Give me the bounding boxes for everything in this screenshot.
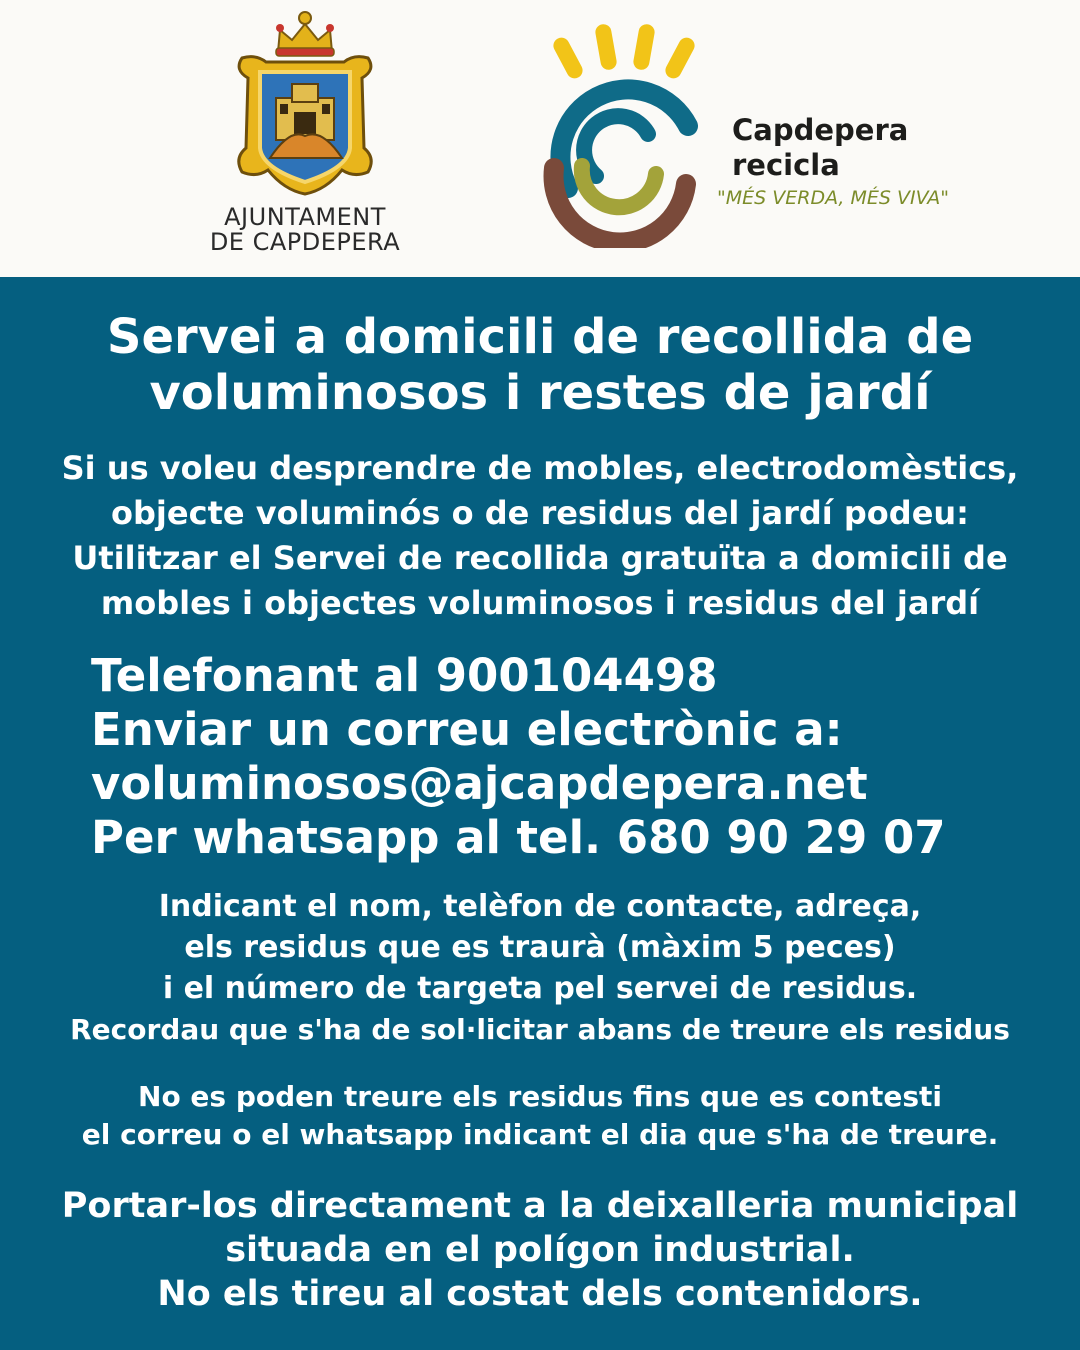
instructions-line: i el número de targeta pel servei de residus. <box>162 971 918 1006</box>
ajuntament-line1: AJUNTAMENT <box>224 203 386 231</box>
contact-email-label: Enviar un correu electrònic a: <box>91 703 843 756</box>
contact-phone: Telefonant al 900104498 <box>91 649 718 702</box>
instructions-text <box>0 886 1080 1050</box>
notice-line: No es poden treure els residus fins que es contesti <box>138 1080 942 1113</box>
closing-line: Portar-los directament a la deixalleria municipal <box>61 1186 1019 1226</box>
intro-line: Utilitzar el Servei de recollida gratuïta a domicili de <box>72 539 1008 577</box>
title-line: voluminosos i restes de jardí <box>149 365 931 421</box>
notice-text <box>0 1078 1080 1154</box>
header-banner <box>0 0 1080 277</box>
contact-whatsapp: Per whatsapp al tel. 680 90 29 07 <box>91 811 946 864</box>
instructions-line: els residus que es traurà (màxim 5 peces) <box>184 930 896 965</box>
ajuntament-line2: DE CAPDEPERA <box>209 228 401 256</box>
contact-block <box>91 649 946 865</box>
closing-text <box>0 1184 1080 1316</box>
intro-text <box>0 446 1080 626</box>
intro-line: objecte voluminós o de residus del jardí podeu: <box>111 494 969 532</box>
closing-line: situada en el polígon industrial. <box>225 1230 855 1270</box>
ajuntament-name <box>180 205 430 255</box>
notice-line: el correu o el whatsapp indicant el dia que s'ha de treure. <box>81 1118 999 1151</box>
recicla-line1: Capdepera <box>732 113 909 147</box>
page-title <box>0 309 1080 421</box>
instructions-line: Recordau que s'ha de sol·licitar abans de treure els residus <box>70 1013 1010 1046</box>
intro-line: mobles i objectes voluminosos i residus del jardí <box>100 584 980 622</box>
closing-line: No els tireu al costat dels contenidors. <box>157 1274 923 1314</box>
recycle-logo-icon <box>538 18 708 248</box>
contact-email[interactable]: voluminosos@ajcapdepera.net <box>91 757 868 810</box>
title-line: Servei a domicili de recollida de <box>106 309 974 365</box>
instructions-line: Indicant el nom, telèfon de contacte, adreça, <box>158 889 922 924</box>
coat-of-arms-icon <box>230 8 380 200</box>
recicla-line2: recicla <box>732 148 840 182</box>
recicla-slogan: "MÉS VERDA, MÉS VIVA" <box>717 187 950 209</box>
recicla-title <box>732 113 908 183</box>
main-panel <box>0 277 1080 1350</box>
intro-line: Si us voleu desprendre de mobles, electrodomèstics, <box>61 449 1019 487</box>
